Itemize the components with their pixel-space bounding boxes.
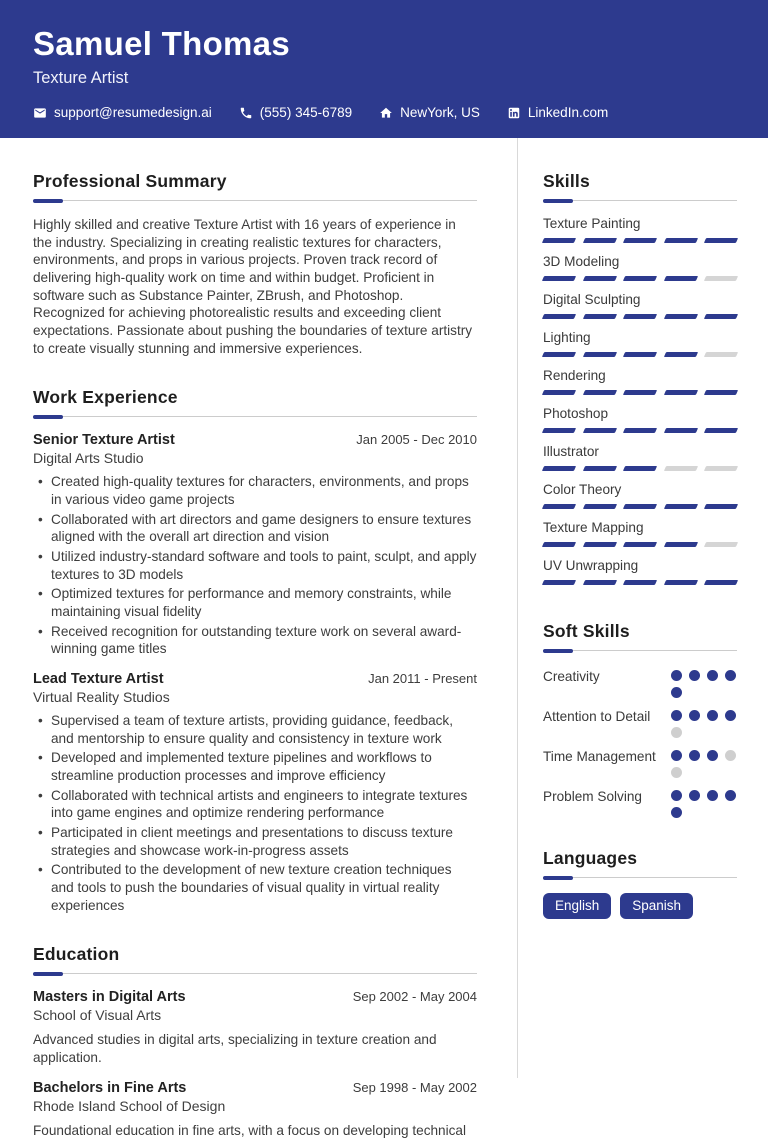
bar-segment	[542, 276, 576, 281]
rating-dot	[671, 790, 682, 801]
bar-segment	[542, 390, 576, 395]
soft-skill-dots	[671, 706, 737, 738]
skill-name: Lighting	[543, 330, 591, 345]
side-column	[518, 138, 768, 1078]
experience-heading: Work Experience	[33, 387, 178, 408]
soft-skill-dots	[671, 746, 737, 778]
bar-segment	[664, 504, 698, 509]
rating-dot	[725, 670, 736, 681]
bar-segment	[623, 238, 657, 243]
languages-section	[543, 848, 737, 919]
skill-item	[543, 330, 737, 357]
skill-list	[543, 216, 737, 585]
rating-dot	[689, 710, 700, 721]
bullet-item: • Collaborated with art directors and game designers to ensure textures aligned with the overall art direction and vision	[33, 511, 477, 546]
skill-name: Texture Mapping	[543, 520, 644, 535]
bar-segment	[542, 238, 576, 243]
soft-skill-dots	[671, 786, 737, 818]
education-list	[33, 989, 477, 1139]
bar-segment	[704, 504, 738, 509]
degree-title: Masters in Digital Arts	[33, 989, 186, 1006]
bar-segment	[623, 390, 657, 395]
linkedin-icon	[507, 106, 521, 120]
contact-location-text: NewYork, US	[400, 105, 480, 121]
bullet-item: • Received recognition for outstanding texture work on several award-winning game titles	[33, 623, 477, 658]
skill-bar	[543, 542, 737, 547]
bar-segment	[623, 276, 657, 281]
education-entry	[33, 1080, 477, 1140]
skill-name: Illustrator	[543, 444, 599, 459]
summary-section	[33, 171, 477, 357]
rating-dot	[689, 750, 700, 761]
rating-dot	[689, 790, 700, 801]
education-dates: Sep 2002 - May 2004	[352, 989, 477, 1005]
soft-skill-dots	[671, 666, 737, 698]
skill-bar	[543, 390, 737, 395]
skill-name: Texture Painting	[543, 216, 641, 231]
job-dates: Jan 2011 - Present	[368, 671, 477, 687]
skill-item	[543, 406, 737, 433]
bar-segment	[582, 390, 616, 395]
section-rule	[543, 649, 737, 653]
contact-location[interactable]	[379, 105, 480, 120]
rating-dot	[671, 670, 682, 681]
bar-segment	[623, 352, 657, 357]
job-company: Digital Arts Studio	[33, 450, 144, 467]
skills-heading: Skills	[543, 171, 590, 191]
education-dates: Sep 1998 - May 2002	[352, 1079, 477, 1095]
bar-segment	[542, 428, 576, 433]
bar-segment	[664, 542, 698, 547]
summary-text: Highly skilled and creative Texture Artist with 16 years of experience in the industry. Specializing in creating realistic textures for characters, environments, and props in various projects. Proven track record of delivering high-quality work on time and within budget. Proficient in software such as Substance Painter, ZBrush, and Photoshop. Recognized for achieving photorealistic results and exceeding client expectations. Passionate about pushing the boundaries of texture artistry to create visually stunning and immersive experiences.	[33, 217, 473, 356]
education-section	[33, 944, 477, 1139]
bar-segment	[664, 390, 698, 395]
bar-segment	[664, 238, 698, 243]
job-entry	[33, 671, 477, 914]
section-rule	[33, 972, 477, 976]
bar-segment	[623, 504, 657, 509]
contact-linkedin[interactable]	[507, 105, 608, 120]
school-name: School of Visual Arts	[33, 1007, 162, 1024]
contact-email-text: support@resumedesign.ai	[54, 105, 212, 121]
bar-segment	[582, 352, 616, 357]
resume-header	[0, 0, 768, 138]
language-pill[interactable]: Spanish	[620, 893, 693, 919]
email-icon	[33, 106, 47, 120]
contact-linkedin-text: LinkedIn.com	[527, 105, 609, 121]
bar-segment	[542, 542, 576, 547]
rating-dot	[671, 710, 682, 721]
job-company: Virtual Reality Studios	[33, 689, 170, 706]
bar-segment	[704, 238, 738, 243]
skill-name: Color Theory	[543, 482, 622, 497]
bar-segment	[582, 276, 616, 281]
contact-bar	[33, 105, 735, 120]
bar-segment	[582, 238, 616, 243]
bar-segment	[623, 542, 657, 547]
degree-title: Bachelors in Fine Arts	[33, 1079, 187, 1096]
soft-skill-item	[543, 706, 737, 738]
education-description: Foundational education in fine arts, with a focus on developing technical	[33, 1122, 467, 1138]
bar-segment	[582, 504, 616, 509]
bar-segment	[704, 314, 738, 319]
bar-segment	[704, 466, 738, 471]
bar-segment	[623, 428, 657, 433]
bar-segment	[664, 580, 698, 585]
bullet-item: • Created high-quality textures for characters, environments, and props in various video game projects	[33, 473, 477, 508]
bar-segment	[664, 428, 698, 433]
bar-segment	[664, 466, 698, 471]
contact-phone-text: (555) 345-6789	[259, 105, 353, 121]
rating-dot	[671, 807, 682, 818]
bullet-item: • Utilized industry-standard software and tools to paint, sculpt, and apply textures to 3D models	[33, 548, 477, 583]
soft-skill-item	[543, 786, 737, 818]
skill-name: Photoshop	[543, 406, 609, 421]
bar-segment	[542, 504, 576, 509]
bar-segment	[542, 314, 576, 319]
section-rule	[33, 415, 477, 419]
bullet-item: • Supervised a team of texture artists, providing guidance, feedback, and mentorship to ensure quality and consistency in texture work	[33, 712, 477, 747]
rating-dot	[725, 750, 736, 761]
soft-skill-name: Time Management	[543, 749, 656, 764]
skill-name: Rendering	[543, 368, 606, 383]
skill-bar	[543, 466, 737, 471]
bar-segment	[582, 428, 616, 433]
job-title: Senior Texture Artist	[33, 432, 175, 449]
skill-bar	[543, 428, 737, 433]
rating-dot	[707, 710, 718, 721]
skill-item	[543, 216, 737, 243]
bullet-item: • Optimized textures for performance and memory constraints, while maintaining visual fidelity	[33, 585, 477, 620]
job-title: Lead Texture Artist	[33, 671, 164, 688]
rating-dot	[725, 710, 736, 721]
skill-item	[543, 444, 737, 471]
skill-bar	[543, 238, 737, 243]
soft-skill-name: Attention to Detail	[543, 709, 651, 724]
skill-bar	[543, 504, 737, 509]
person-name: Samuel Thomas	[33, 25, 290, 62]
skill-bar	[543, 352, 737, 357]
bar-segment	[623, 466, 657, 471]
bullet-item: • Contributed to the development of new texture creation techniques and tools to push the boundaries of visual quality in virtual reality experiences	[33, 861, 477, 914]
job-bullets	[33, 712, 477, 914]
skill-item	[543, 254, 737, 281]
skill-name: 3D Modeling	[543, 254, 620, 269]
summary-heading: Professional Summary	[33, 171, 227, 191]
languages-heading: Languages	[543, 848, 638, 868]
section-rule	[543, 876, 737, 880]
skill-item	[543, 292, 737, 319]
skills-section	[543, 171, 737, 585]
skill-name: UV Unwrapping	[543, 558, 639, 573]
bar-segment	[623, 580, 657, 585]
rating-dot	[671, 750, 682, 761]
bar-segment	[664, 314, 698, 319]
bar-segment	[664, 276, 698, 281]
bar-segment	[704, 352, 738, 357]
rating-dot	[707, 670, 718, 681]
education-heading: Education	[33, 944, 120, 965]
education-description: Advanced studies in digital arts, specializing in texture creation and application.	[33, 1032, 437, 1066]
bar-segment	[704, 580, 738, 585]
skill-item	[543, 482, 737, 509]
section-rule	[543, 199, 737, 203]
skill-bar	[543, 580, 737, 585]
person-title: Texture Artist	[33, 69, 129, 88]
soft-skills-heading: Soft Skills	[543, 621, 630, 641]
bar-segment	[704, 390, 738, 395]
experience-section	[33, 387, 477, 914]
soft-skill-name: Creativity	[543, 669, 600, 684]
bullet-item: • Collaborated with technical artists and engineers to integrate textures into game engines and optimize rendering performance	[33, 787, 477, 822]
contact-phone[interactable]	[239, 105, 352, 120]
home-icon	[379, 106, 393, 120]
skill-item	[543, 520, 737, 547]
education-entry	[33, 989, 477, 1066]
rating-dot	[707, 750, 718, 761]
main-column	[33, 138, 477, 1138]
bar-segment	[542, 352, 576, 357]
skill-item	[543, 368, 737, 395]
bar-segment	[582, 314, 616, 319]
rating-dot	[671, 687, 682, 698]
skill-bar	[543, 276, 737, 281]
bar-segment	[542, 466, 576, 471]
job-list	[33, 432, 477, 914]
job-entry	[33, 432, 477, 658]
job-dates: Jan 2005 - Dec 2010	[356, 432, 477, 448]
phone-icon	[239, 106, 253, 120]
bar-segment	[542, 580, 576, 585]
rating-dot	[725, 790, 736, 801]
bar-segment	[704, 542, 738, 547]
rating-dot	[671, 767, 682, 778]
bar-segment	[623, 314, 657, 319]
rating-dot	[671, 727, 682, 738]
bar-segment	[664, 352, 698, 357]
job-bullets	[33, 473, 477, 658]
skill-item	[543, 558, 737, 585]
bullet-item: • Participated in client meetings and presentations to discuss texture strategies and showcase work-in-progress assets	[33, 824, 477, 859]
bar-segment	[582, 466, 616, 471]
school-name: Rhode Island School of Design	[33, 1097, 226, 1114]
soft-skills-section	[543, 621, 737, 818]
soft-skill-item	[543, 666, 737, 698]
section-rule	[33, 199, 477, 203]
skill-bar	[543, 314, 737, 319]
resume-body	[0, 138, 768, 1138]
skill-name: Digital Sculpting	[543, 292, 641, 307]
rating-dot	[707, 790, 718, 801]
language-pill[interactable]: English	[543, 893, 611, 919]
soft-skill-name: Problem Solving	[543, 789, 642, 804]
soft-skill-item	[543, 746, 737, 778]
bar-segment	[704, 428, 738, 433]
soft-skill-list	[543, 666, 737, 818]
rating-dot	[689, 670, 700, 681]
bar-segment	[582, 542, 616, 547]
language-list	[543, 893, 737, 919]
contact-email[interactable]	[33, 105, 212, 120]
bullet-item: • Developed and implemented texture pipelines and workflows to streamline production processes and improve efficiency	[33, 749, 477, 784]
bar-segment	[582, 580, 616, 585]
bar-segment	[704, 276, 738, 281]
